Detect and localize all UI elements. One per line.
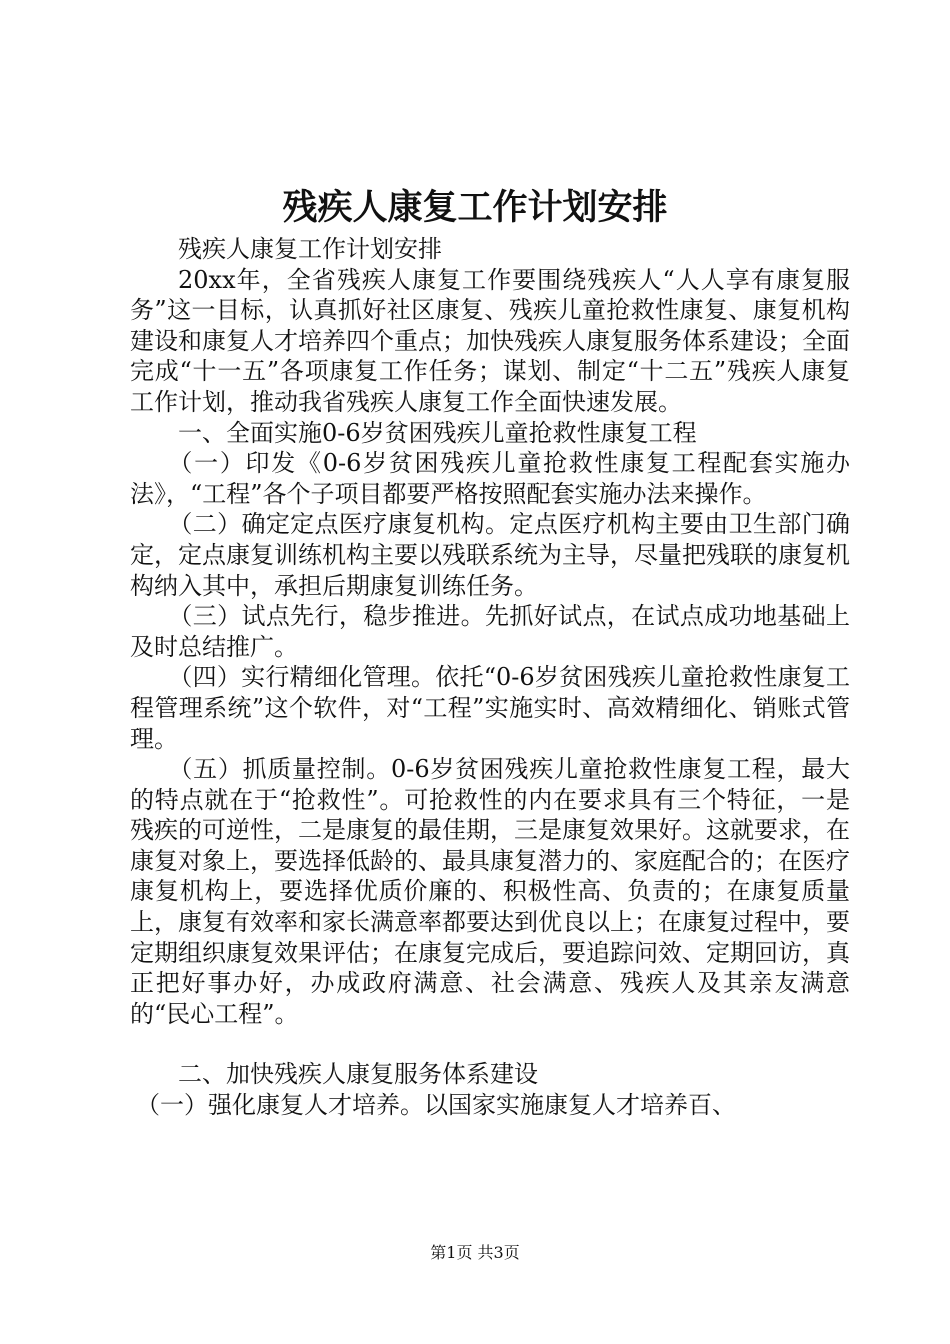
paragraph-1-5: （五）抓质量控制。0-6岁贫困残疾儿童抢救性康复工程，最大的特点就在于“抢救性”。可抢救性的内在要求具有三个特征，一是残疾的可逆性，二是康复的最佳期，三是康复效果好。这就要求，在康复对象上，要选择低龄的、最具康复潜力的、家庭配合的；在医疗康复机构上，要选择优质价廉的、积极性高、负责的；在康复质量上，康复有效率和家长满意率都要达到优良以上；在康复过程中，要定期组织康复效果评估；在康复完成后，要追踪问效、定期回访，真正把好事办好，办成政府满意、社会满意、残疾人及其亲友满意的“民心工程”。 (130, 755, 850, 1028)
document-title: 残疾人康复工作计划安排 (282, 187, 668, 228)
paragraph-1-1: （一）印发《0-6岁贫困残疾儿童抢救性康复工程配套实施办法》，“工程”各个子项目都要严格按照配套实施办法来操作。 (130, 449, 850, 508)
page-number: 第1页 共3页 (430, 1243, 520, 1262)
paragraph-1-4: （四）实行精细化管理。依托“0-6岁贫困残疾儿童抢救性康复工程管理系统”这个软件，对“工程”实施实时、高效精细化、销账式管理。 (130, 663, 850, 753)
paragraph-1-3: （三）试点先行，稳步推进。先抓好试点，在试点成功地基础上及时总结推广。 (130, 602, 850, 661)
paragraph-intro: 20xx年，全省残疾人康复工作要围绕残疾人“人人享有康复服务”这一目标，认真抓好社区康复、残疾儿童抢救性康复、康复机构建设和康复人才培养四个重点；加快残疾人康复服务体系建设；全面完成“十一五”各项康复工作任务；谋划、制定“十二五”残疾人康复工作计划，推动我省残疾人康复工作全面快速发展。 (130, 265, 850, 416)
paragraph-1-2: （二）确定定点医疗康复机构。定点医疗机构主要由卫生部门确定，定点康复训练机构主要以残联系统为主导，尽量把残联的康复机构纳入其中，承担后期康复训练任务。 (130, 510, 850, 600)
heading-section-2: 二、加快残疾人康复服务体系建设 (178, 1060, 538, 1089)
paragraph-subtitle: 残疾人康复工作计划安排 (178, 235, 442, 263)
heading-section-1: 一、全面实施0-6岁贫困残疾儿童抢救性康复工程 (178, 418, 697, 447)
paragraph-2-1: （一）强化康复人才培养。以国家实施康复人才培养百、 (136, 1091, 736, 1120)
document-body (130, 234, 850, 1121)
